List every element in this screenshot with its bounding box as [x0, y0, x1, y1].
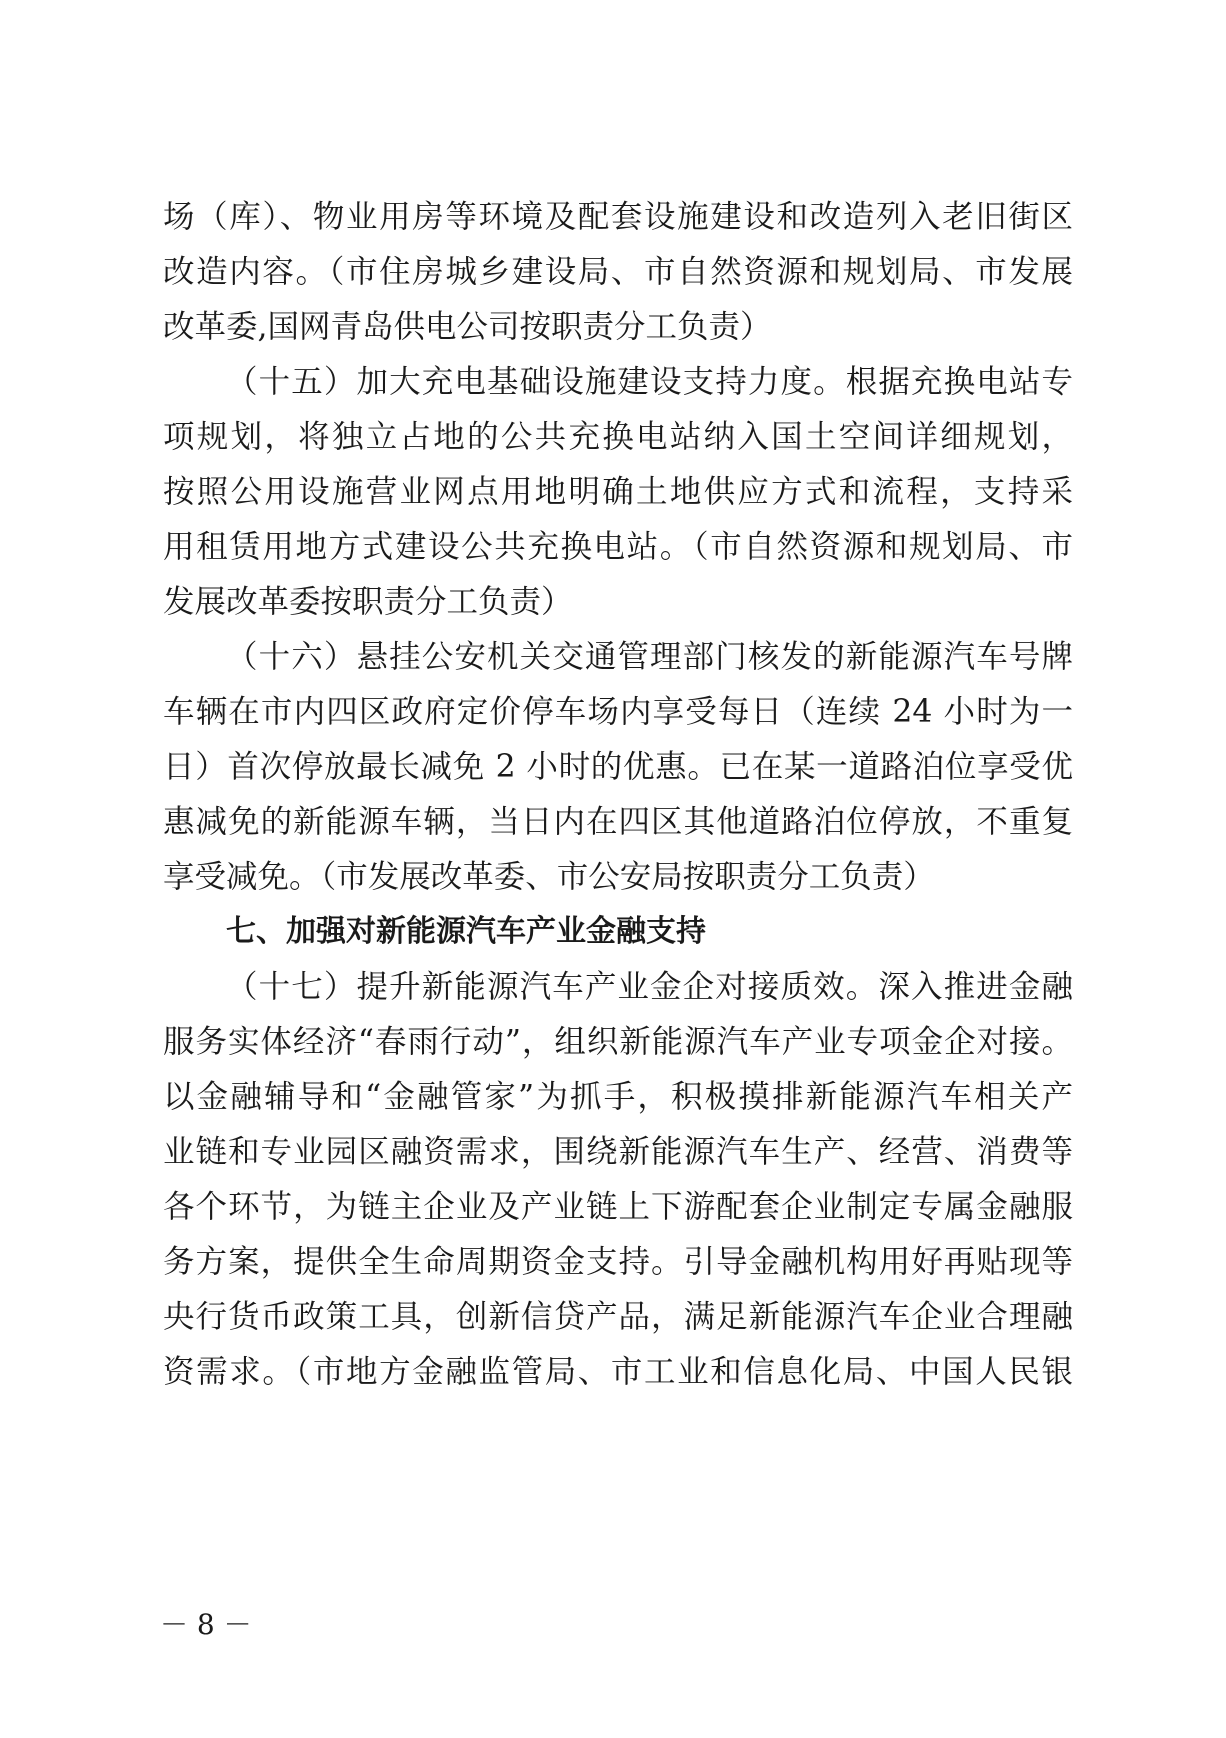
text-line: 各个环节，为链主企业及产业链上下游配套企业制定专属金融服	[163, 1189, 1073, 1225]
text-line: 以金融辅导和“金融管家”为抓手，积极摸排新能源汽车相关产	[163, 1079, 1073, 1115]
text-line: 用租赁用地方式建设公共充换电站。（市自然资源和规划局、市	[163, 529, 1073, 565]
text-line: 业链和专业园区融资需求，围绕新能源汽车生产、经营、消费等	[163, 1134, 1073, 1170]
page-number: － 8 －	[160, 1608, 252, 1641]
text-line: 资需求。（市地方金融监管局、市工业和信息化局、中国人民银	[163, 1354, 1073, 1390]
text-line: 享受减免。（市发展改革委、市公安局按职责分工负责）	[163, 859, 935, 895]
text-line: 改造内容。（市住房城乡建设局、市自然资源和规划局、市发展	[163, 254, 1073, 290]
text-line: 惠减免的新能源车辆，当日内在四区其他道路泊位停放，不重复	[163, 804, 1073, 840]
paragraph-15-first-line: （十五）加大充电基础设施建设支持力度。根据充换电站专	[226, 364, 1073, 400]
text-line: 场（库）、物业用房等环境及配套设施建设和改造列入老旧街区	[163, 199, 1073, 235]
section-heading: 七、加强对新能源汽车产业金融支持	[226, 914, 706, 949]
text-line: 车辆在市内四区政府定价停车场内享受每日（连续 24 小时为一	[163, 694, 1073, 730]
text-line: 改革委,国网青岛供电公司按职责分工负责）	[163, 309, 772, 345]
text-line: 央行货币政策工具，创新信贷产品，满足新能源汽车企业合理融	[163, 1299, 1073, 1335]
text-line: 日）首次停放最长减免 2 小时的优惠。已在某一道路泊位享受优	[163, 749, 1073, 785]
text-line: 发展改革委按职责分工负责）	[163, 584, 573, 620]
text-line: 项规划，将独立占地的公共充换电站纳入国土空间详细规划，	[163, 419, 1073, 455]
text-line: 服务实体经济“春雨行动”，组织新能源汽车产业专项金企对接。	[163, 1024, 1073, 1060]
paragraph-17-first-line: （十七）提升新能源汽车产业金企对接质效。深入推进金融	[226, 969, 1073, 1005]
text-line: 按照公用设施营业网点用地明确土地供应方式和流程，支持采	[163, 474, 1073, 510]
text-line: 务方案，提供全生命周期资金支持。引导金融机构用好再贴现等	[163, 1244, 1073, 1280]
paragraph-16-first-line: （十六）悬挂公安机关交通管理部门核发的新能源汽车号牌	[226, 639, 1073, 675]
